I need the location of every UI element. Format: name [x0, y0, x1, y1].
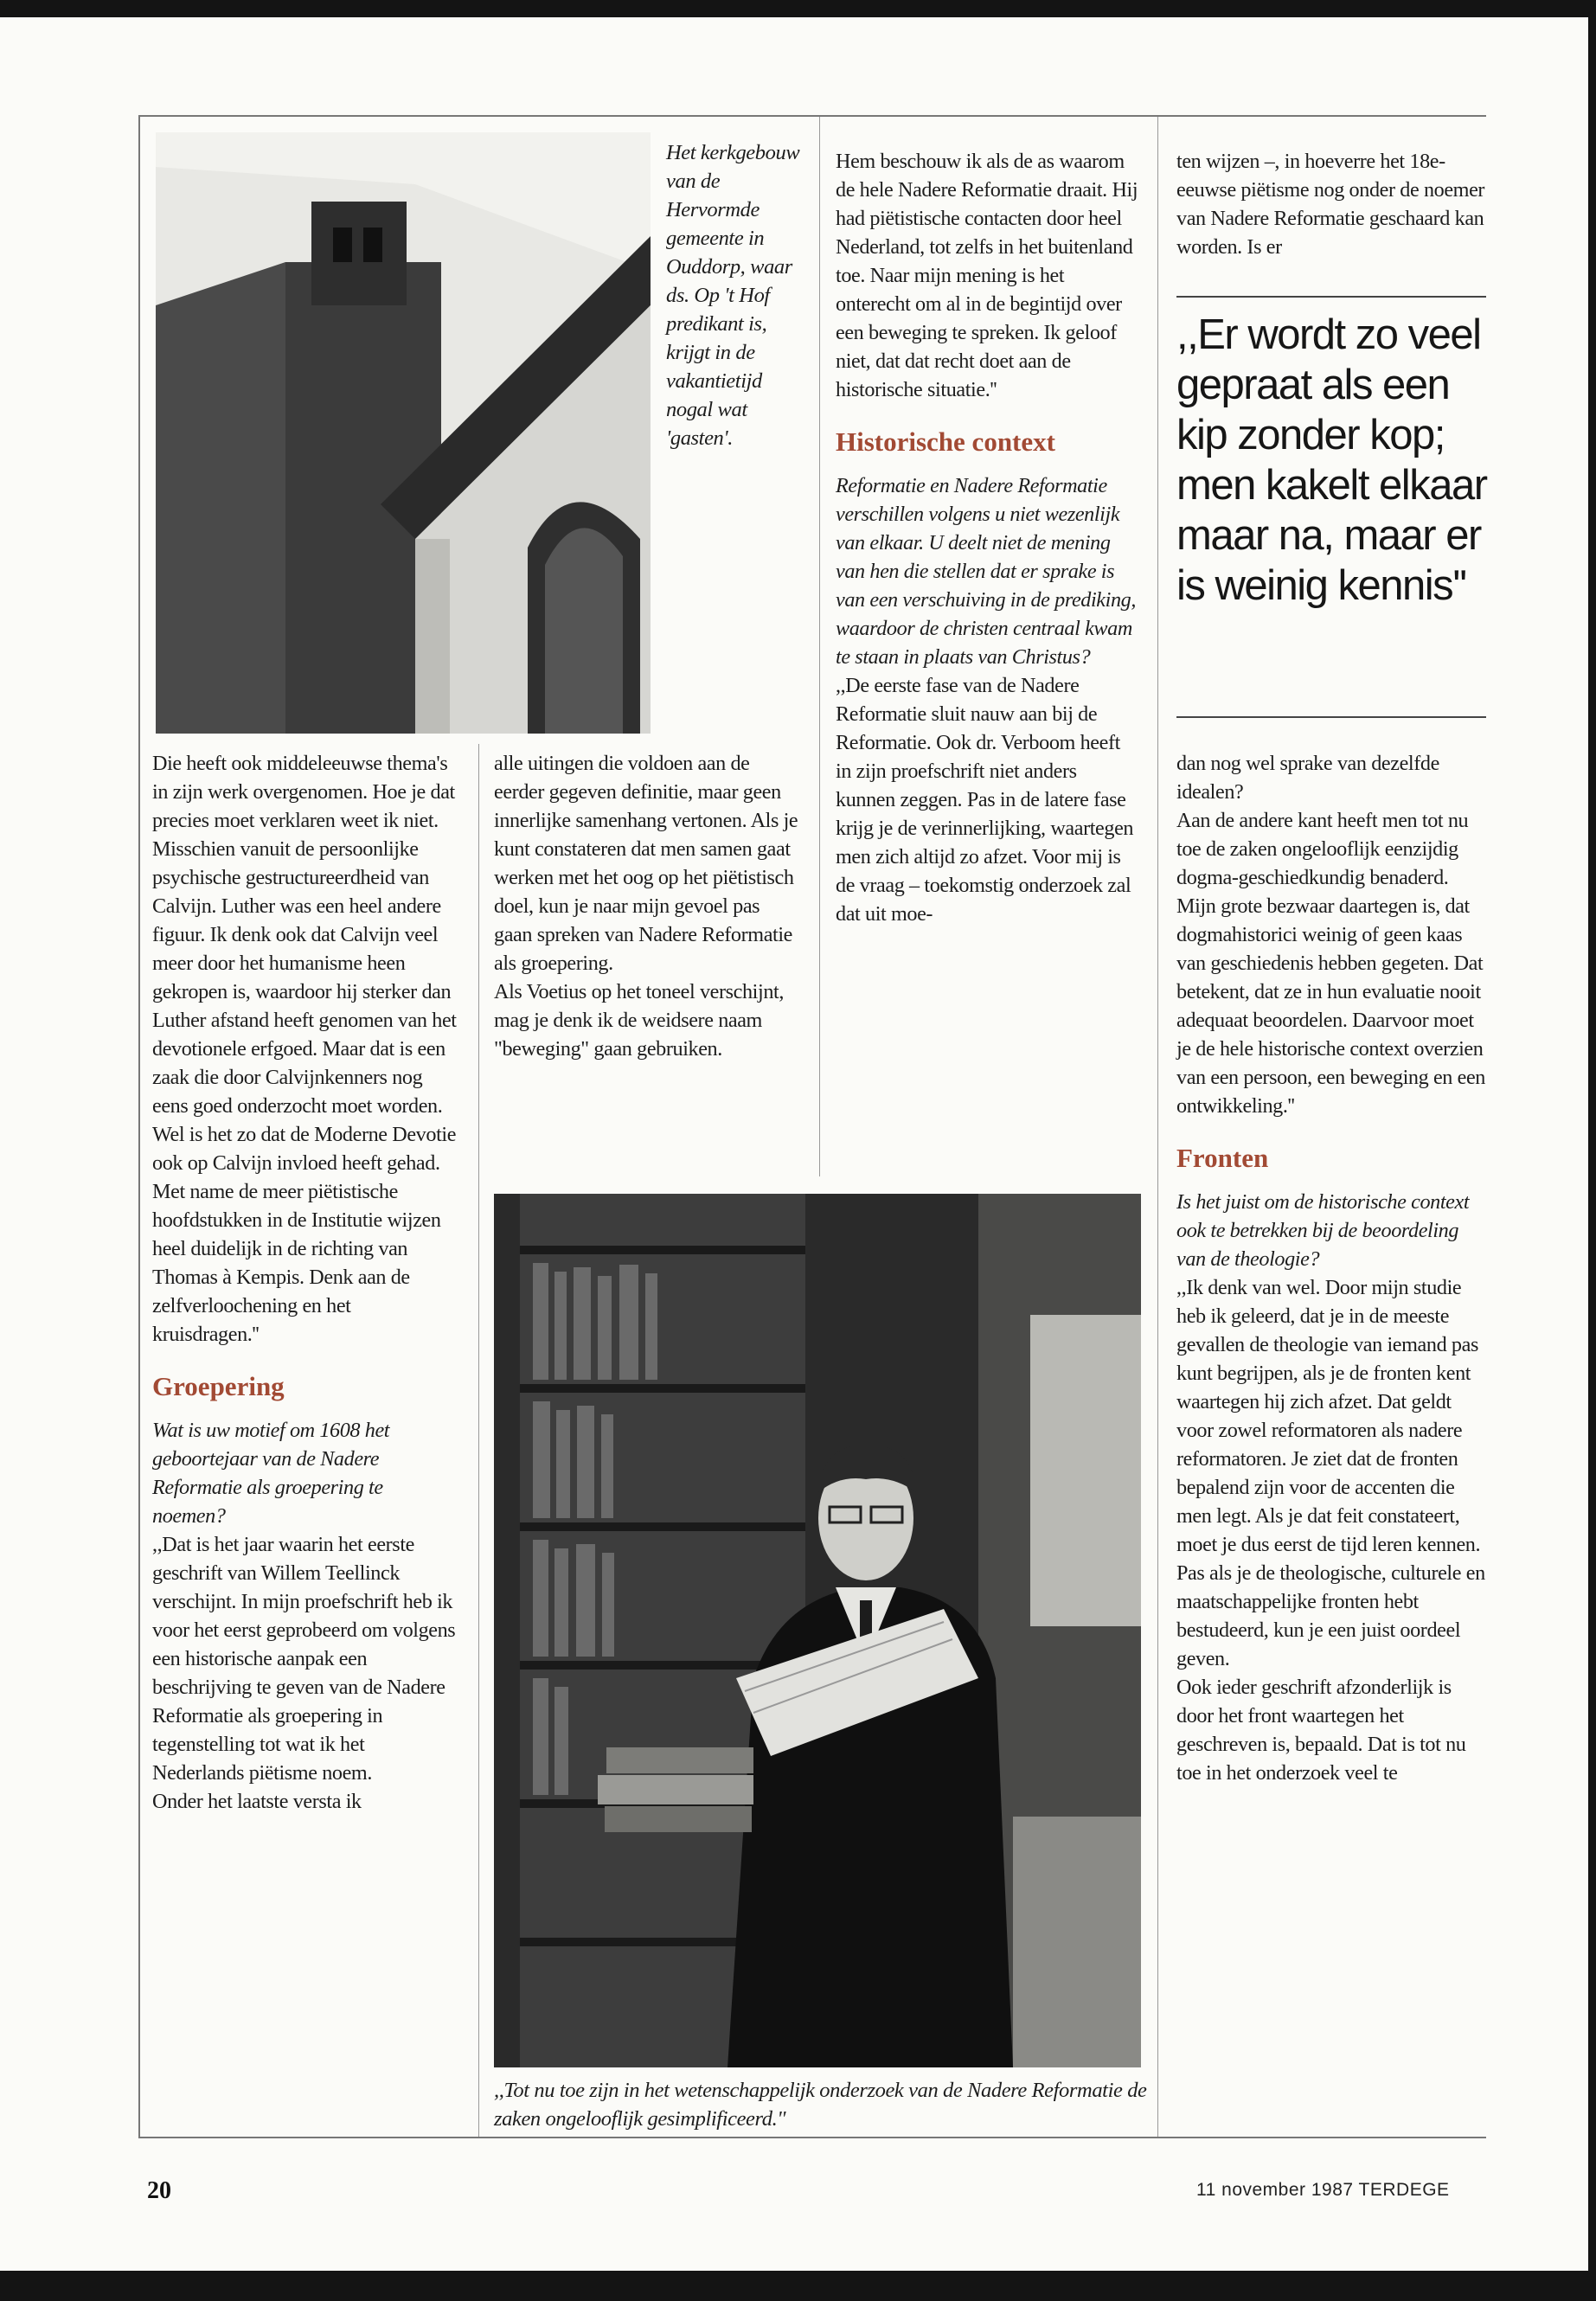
body-paragraph: Die heeft ook middeleeuwse thema's in zijn werk overgenomen. Hoe je dat precies moet verklaren weet ik niet. Misschien vanuit de persoonlijke psychische gestructureerdheid van Calvijn. Luther was een heel andere figuur. Ik denk ook dat Calvijn veel meer door het humanisme heen gekropen is, waardoor hij sterker dan Luther afstand heeft genomen van het devotionele erfgoed. Maar dat is een zaak die door Calvijnkenners nog eens goed onderzocht moet worden. Wel is het zo dat de Moderne Devotie ook op Calvijn invloed heeft gehad. Met name de meer piëtistische hoofdstukken in de Institutie wijzen heel duidelijk in de richting van Thomas à Kempis. Denk aan de zelfverloochening en het kruisdragen.''	[152, 752, 457, 1346]
body-paragraph: alle uitingen die voldoen aan de eerder gegeven definitie, maar geen innerlijke samenhang vertonen. Als je kunt constateren dat men samen gaat werken met het oog op het piëtistisch doel, kun je naar mijn gevoel pas gaan spreken van Nadere Reformatie als groepering.	[494, 752, 798, 975]
body-paragraph: dan nog wel sprake van dezelfde idealen?	[1176, 752, 1439, 804]
body-paragraph: ,,Ik denk van wel. Door mijn studie heb ik geleerd, dat je in de meeste gevallen de theologie van iemand pas kunt begrijpen, als je de fronten kent waartegen hij zich afzet. Dat geldt voor zowel reformatoren als nadere reformatoren. Je ziet dat de fronten bepalend zijn voor de accenten die men legt. Als je dat feit constateert, moet je dus eerst de tijd leren kennen. Pas als je de theologische, culturele en maatschappelijke fronten hebt bestudeerd, kun je een juist oordeel geven.	[1176, 1276, 1485, 1670]
column-2	[494, 749, 798, 1063]
pull-quote-rule-bottom	[1176, 716, 1486, 718]
pull-quote-rule-top	[1176, 296, 1486, 298]
church-caption: Het kerkgebouw van de Hervormde gemeente in Ouddorp, waar ds. Op 't Hof predikant is, krijgt in de vakantietijd nogal wat 'gasten'.	[666, 141, 800, 450]
section-heading-groepering: Groepering	[152, 1371, 285, 1401]
body-paragraph: Als Voetius op het toneel verschijnt, mag je denk ik de weidsere naam "beweging" gaan gebruiken.	[494, 980, 784, 1061]
pull-quote: ,,Er wordt zo veel gepraat als een kip zonder kop; men kakelt elkaar maar na, maar er is weinig kennis''	[1176, 311, 1487, 609]
frame-rule-top	[138, 115, 1486, 117]
body-paragraph: ,,De eerste fase van de Nadere Reformatie sluit nauw aan bij de Reformatie. Ook dr. Verboom heeft in zijn proefschrift niet anders kunnen zeggen. Pas in de latere fase krijg je de verinnerlijking, waartegen men zich altijd zo afzet. Voor mij is de vraag – toekomstig onderzoek zal dat uit moe-	[836, 674, 1134, 926]
body-paragraph: Hem beschouw ik als de as waarom de hele Nadere Reformatie draait. Hij had piëtistische contacten door heel Nederland, tot zelfs in het buitenland toe. Naar mijn mening is het onterecht om al in de begintijd over een beweging te spreken. Ik geloof niet, dat dat recht doet aan de historische situatie.''	[836, 150, 1138, 401]
column-rule	[819, 117, 820, 1176]
body-paragraph: Aan de andere kant heeft men tot nu toe de zaken ongelooflijk eenzijdig dogma-geschiedkundig benaderd. Mijn grote bezwaar daartegen is, dat dogmahistorici weinig of geen kaas van geschiedenis hebben gegeten. Dat betekent, dat ze in hun evaluatie nooit adequaat beoordelen. Daarvoor moet je de hele historische context overzien van een persoon, een beweging en een ontwikkeling.''	[1176, 809, 1485, 1118]
column-4-top	[1176, 147, 1488, 261]
portrait-photo	[494, 1194, 1141, 2067]
body-paragraph: Onder het laatste versta ik	[152, 1790, 362, 1813]
section-heading-fronten: Fronten	[1176, 1143, 1269, 1173]
body-paragraph: Ook ieder geschrift afzonderlijk is door het front waartegen het geschreven is, bepaald. Dat is tot nu toe in het onderzoek veel te	[1176, 1676, 1466, 1785]
issue-dateline: 11 november 1987 TERDEGE	[1196, 2180, 1450, 2200]
column-rule	[478, 744, 479, 2137]
page-number: 20	[147, 2177, 171, 2204]
column-3	[836, 147, 1138, 928]
column-rule	[1157, 117, 1158, 2137]
column-4	[1176, 749, 1486, 1787]
magazine-page	[0, 17, 1588, 2271]
body-paragraph: ,,Dat is het jaar waarin het eerste geschrift van Willem Teellinck verschijnt. In mijn proefschrift heb ik voor het eerst geprobeerd om volgens een historische aanpak een beschrijving te geven van de Nadere Reformatie als groepering in tegenstelling tot wat ik het Nederlands piëtisme noem.	[152, 1533, 456, 1785]
frame-rule-left	[138, 115, 140, 2137]
interview-question: Wat is uw motief om 1608 het geboortejaar van de Nadere Reformatie als groepering te noemen?	[152, 1419, 390, 1528]
column-1	[152, 749, 457, 1816]
section-heading-historische-context: Historische context	[836, 426, 1055, 457]
body-paragraph: ten wijzen –, in hoeverre het 18e-eeuwse piëtisme nog onder de noemer van Nadere Reformatie geschaard kan worden. Is er	[1176, 150, 1485, 259]
church-photo	[156, 132, 651, 734]
portrait-caption: ,,Tot nu toe zijn in het wetenschappelijk onderzoek van de Nadere Reformatie de zaken ongelooflijk gesimplificeerd.''	[494, 2079, 1147, 2131]
interview-question: Is het juist om de historische context ook te betrekken bij de beoordeling van de theologie?	[1176, 1190, 1470, 1271]
interview-question: Reformatie en Nadere Reformatie verschillen volgens u niet wezenlijk van elkaar. U deelt niet de mening van hen die stellen dat er sprake is van een verschuiving in de prediking, waardoor de christen centraal kwam te staan in plaats van Christus?	[836, 474, 1136, 669]
frame-rule-bottom	[138, 2137, 1486, 2138]
